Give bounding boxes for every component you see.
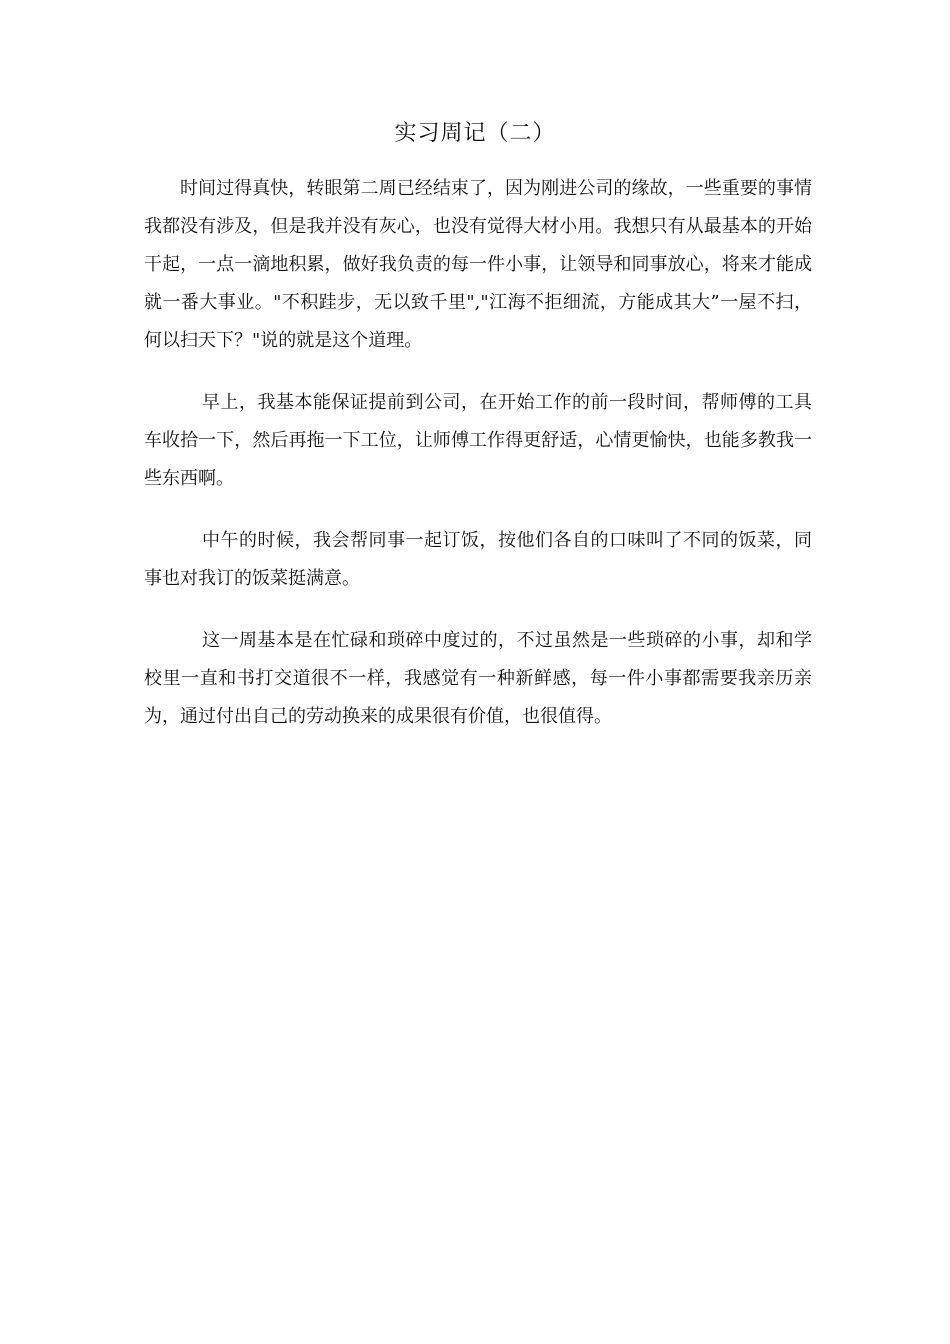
document-body [144,170,812,736]
paragraph-3: 中午的时候，我会帮同事一起订饭，按他们各自的口味叫了不同的饭菜，同事也对我订的饭菜挺满意。 [144,530,812,589]
paragraph-1: 时间过得真快，转眼第二周已经结束了，因为刚进公司的缘故，一些重要的事情我都没有涉及，但是我并没有灰心，也没有觉得大材小用。我想只有从最基本的开始干起，一点一滴地积累，做好我负责的每一件小事，让领导和同事放心，将来才能成就一番大事业。"不积跬步，无以致千里","江海不拒细流，方能成其大”一屋不扫，何以扫天下？"说的就是这个道理。 [144,178,812,351]
document-title: 实习周记（二） [394,121,556,146]
paragraph-2: 早上，我基本能保证提前到公司，在开始工作的前一段时间，帮师傅的工具车收拾一下，然后再拖一下工位，让师傅工作得更舒适，心情更愉快，也能多教我一些东西啊。 [144,392,812,489]
paragraph-4: 这一周基本是在忙碌和琐碎中度过的，不过虽然是一些琐碎的小事，却和学校里一直和书打交道很不一样，我感觉有一种新鲜感，每一件小事都需要我亲历亲为，通过付出自己的劳动换来的成果很有价值，也很值得。 [144,630,812,727]
